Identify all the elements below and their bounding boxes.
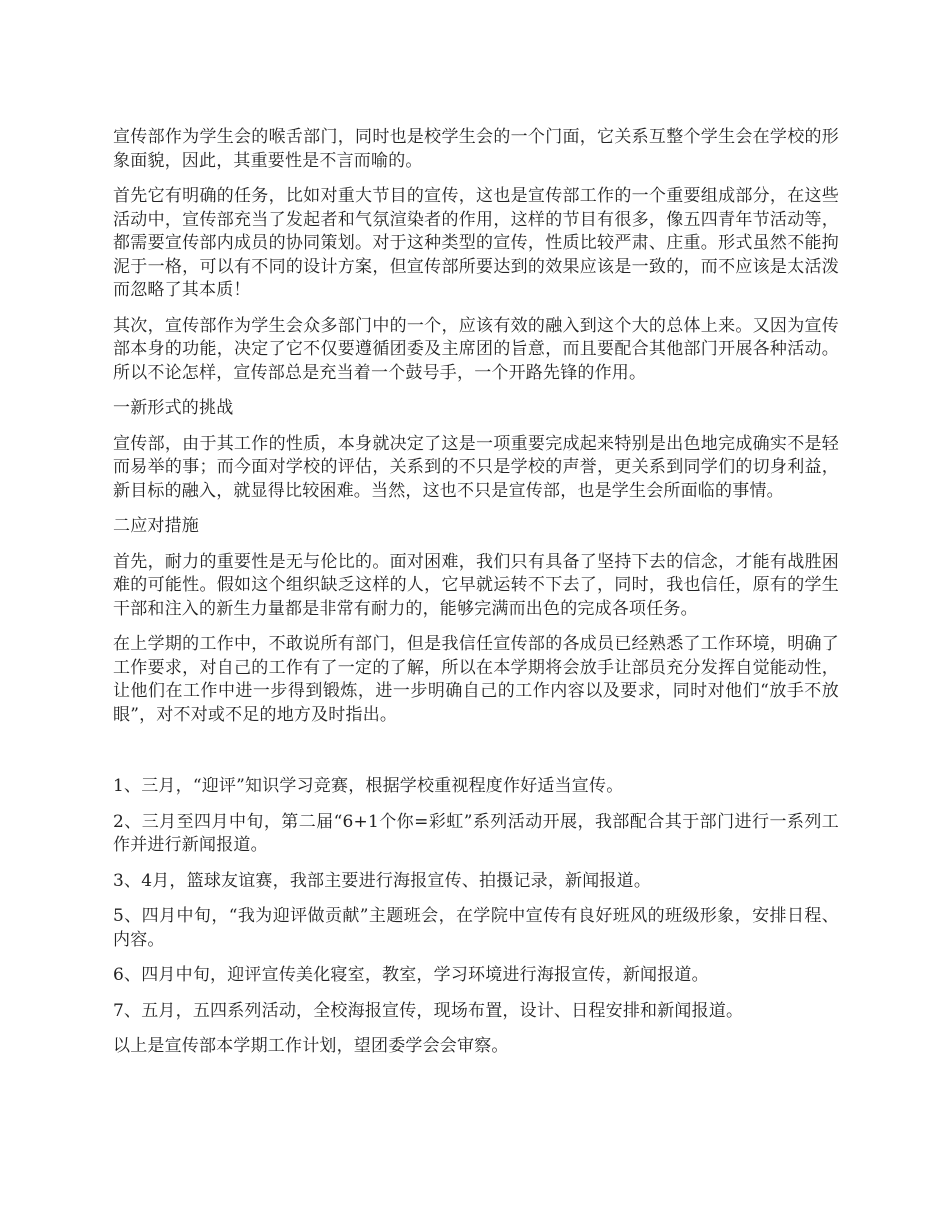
schedule-item-2: 2、三月至四月中旬，第二届“6+1个你=彩虹”系列活动开展，我部配合其于部门进行一系列工作并进行新闻报道。 (113, 811, 839, 855)
schedule-item-3: 3、4月，篮球友谊赛，我部主要进行海报宣传、拍摄记录，新闻报道。 (113, 870, 652, 891)
intro-paragraph-1: 宣传部作为学生会的喉舌部门，同时也是校学生会的一个门面，它关系互整个学生会在学校的形象面貌，因此，其重要性是不言而喻的。 (113, 127, 839, 171)
section-heading-measures: 二应对措施 (113, 516, 199, 536)
intro-paragraph-3: 其次，宣传部作为学生会众多部门中的一个，应该有效的融入到这个大的总体上来。又因为宣传部本身的功能，决定了它不仅要遵循团委及主席团的旨意，而且要配合其他部门开展各种活动。所以不论怎样，宣传部总是充当着一个鼓号手，一个开路先锋的作用。 (113, 315, 839, 383)
challenge-paragraph: 宣传部，由于其工作的性质，本身就决定了这是一项重要完成起来特别是出色地完成确实不是轻而易举的事；而今面对学校的评估，关系到的不只是学校的声誉，更关系到同学们的切身利益，新目标的融入，就显得比较困难。当然，这也不只是宣传部，也是学生会所面临的事情。 (113, 433, 839, 501)
section-spacer (113, 739, 839, 775)
intro-paragraph-2: 首先它有明确的任务，比如对重大节目的宣传，这也是宣传部工作的一个重要组成部分，在这些活动中，宣传部充当了发起者和气氛渲染者的作用，这样的节目有很多，像五四青年节活动等，都需要宣传部内成员的协同策划。对于这种类型的宣传，性质比较严肃、庄重。形式虽然不能拘泥于一格，可以有不同的设计方案，但宣传部所要达到的效果应该是一致的，而不应该是太活泼而忽略了其本质！ (113, 186, 839, 300)
closing-paragraph: 以上是宣传部本学期工作计划，望团委学会会审察。 (113, 1036, 509, 1056)
section-heading-challenge: 一新形式的挑战 (113, 398, 234, 418)
document-body (113, 126, 839, 1071)
schedule-item-1: 1、三月，“迎评”知识学习竞赛，根据学校重视程度作好适当宣传。 (113, 776, 624, 796)
schedule-item-5: 6、四月中旬，迎评宣传美化寝室，教室，学习环境进行海报宣传，新闻报道。 (113, 965, 709, 985)
measures-paragraph-1: 首先，耐力的重要性是无与伦比的。面对困难，我们只有具备了坚持下去的信念，才能有战胜困难的可能性。假如这个组织缺乏这样的人，它早就运转不下去了，同时，我也信任，原有的学生干部和注入的新生力量都是非常有耐力的，能够完满而出色的完成各项任务。 (113, 551, 839, 619)
schedule-item-4: 5、四月中旬，“我为迎评做贡献”主题班会，在学院中宣传有良好班风的班级形象，安排日程、内容。 (113, 906, 839, 950)
schedule-item-6: 7、五月，五四系列活动，全校海报宣传，现场布置，设计、日程安排和新闻报道。 (113, 1000, 744, 1021)
measures-paragraph-2: 在上学期的工作中，不敢说所有部门，但是我信任宣传部的各成员已经熟悉了工作环境，明确了工作要求，对自己的工作有了一定的了解，所以在本学期将会放手让部员充分发挥自觉能动性，让他们在工作中进一步得到锻炼，进一步明确自己的工作内容以及要求，同时对他们“放手不放眼”，对不对或不足的地方及时指出。 (113, 634, 839, 725)
